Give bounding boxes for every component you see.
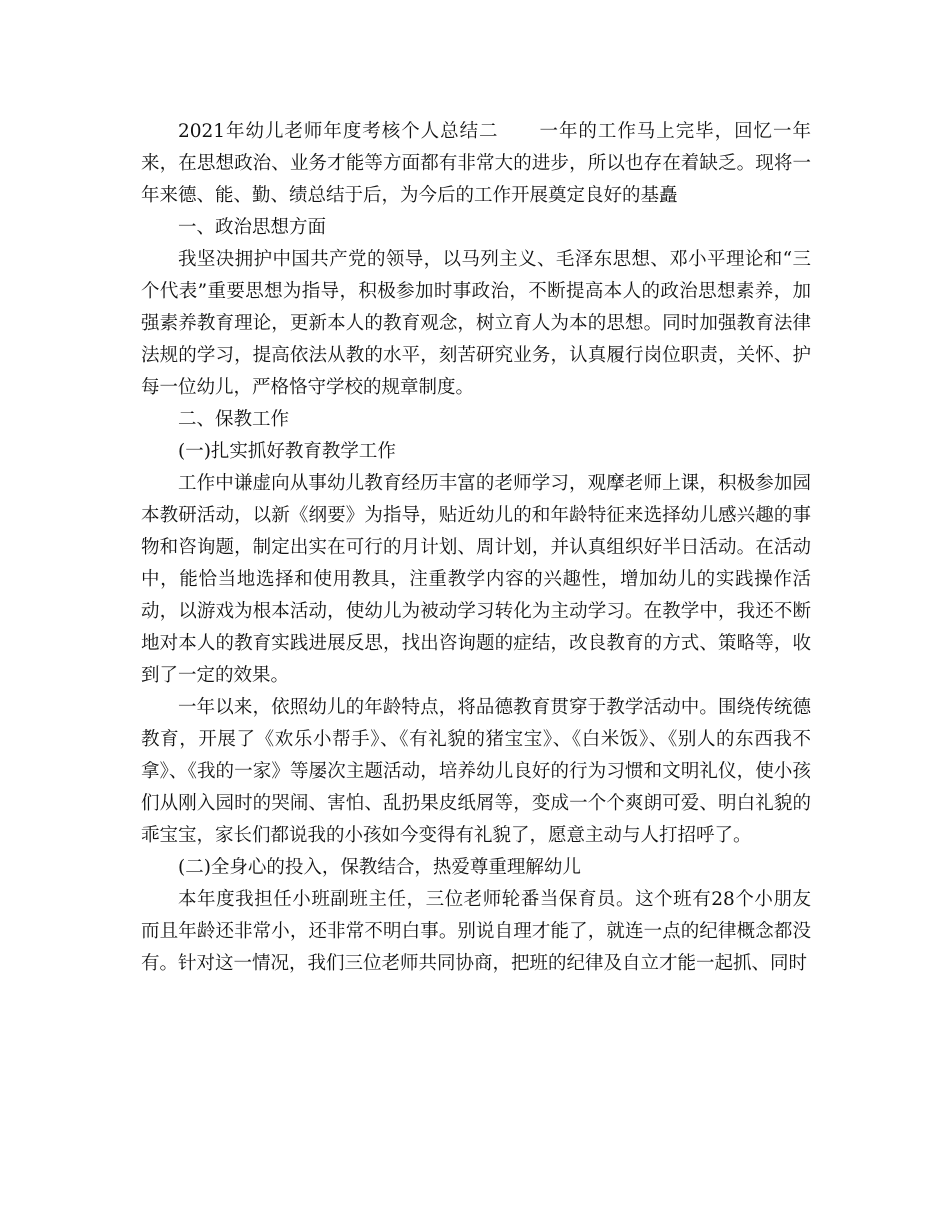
teaching-paragraph-1: 工作中谦虚向从事幼儿教育经历丰富的老师学习，观摩老师上课，积极参加园本教研活动，以新《纲要》为指导，贴近幼儿的和年龄特征来选择幼儿感兴趣的事物和咨询题，制定出实在可行的月计划、周计划，并认真组织好半日活动。在活动中，能恰当地选择和使用教具，注重教学内容的兴趣性，增加幼儿的实践操作活动，以游戏为根本活动，使幼儿为被动学习转化为主动学习。在教学中，我还不断地对本人的教育实践进展反思，找出咨询题的症结，改良教育的方式、策略等，收到了一定的效果。 xyxy=(141,473,811,686)
document-body xyxy=(141,116,811,980)
teaching-paragraph-2: 一年以来，依照幼儿的年龄特点，将品德教育贯穿于教学活动中。围绕传统德教育，开展了《欢乐小帮手》、《有礼貌的猪宝宝》、《白米饭》、《别人的东西我不拿》、《我的一家》等屡次主题活动，培养幼儿良好的行为习惯和文明礼仪，使小孩们从刚入园时的哭闹、害怕、乱扔果皮纸屑等，变成一个个爽朗可爱、明白礼貌的乖宝宝，家长们都说我的小孩如今变得有礼貌了，愿意主动与人打招呼了。 xyxy=(141,697,811,846)
section-heading-care-education: 二、保教工作 xyxy=(178,409,290,430)
intro-text: 一年的工作马上完毕，回忆一年来，在思想政治、业务才能等方面都有非常大的进步，所以也存在着缺乏。现将一年来德、能、勤、绩总结于后，为今后的工作开展奠定良好的基矗 xyxy=(141,121,811,206)
devotion-paragraph-1: 本年度我担任小班副班主任，三位老师轮番当保育员。这个班有28个小朋友而且年龄还非常小，还非常不明白事。别说自理才能了，就连一点的纪律概念都没有。针对这一情况，我们三位老师共同协商，把班的纪律及自立才能一起抓、同时 xyxy=(141,889,811,974)
document-title: 2021年幼儿老师年度考核个人总结二 xyxy=(178,121,499,142)
intro-paragraph xyxy=(141,116,811,212)
subsection-heading-devotion: (二)全身心的投入，保教结合，热爱尊重理解幼儿 xyxy=(178,857,581,878)
politics-paragraph: 我坚决拥护中国共产党的领导，以马列主义、毛泽东思想、邓小平理论和“三个代表”重要思想为指导，积极参加时事政治，不断提高本人的政治思想素养，加强素养教育理论，更新本人的教育观念，树立育人为本的思想。同时加强教育法律法规的学习，提高依法从教的水平，刻苦研究业务，认真履行岗位职责，关怀、护每一位幼儿，严格恪守学校的规章制度。 xyxy=(141,249,811,398)
section-heading-politics: 一、政治思想方面 xyxy=(178,217,327,238)
subsection-heading-teaching: (一)扎实抓好教育教学工作 xyxy=(178,441,396,462)
